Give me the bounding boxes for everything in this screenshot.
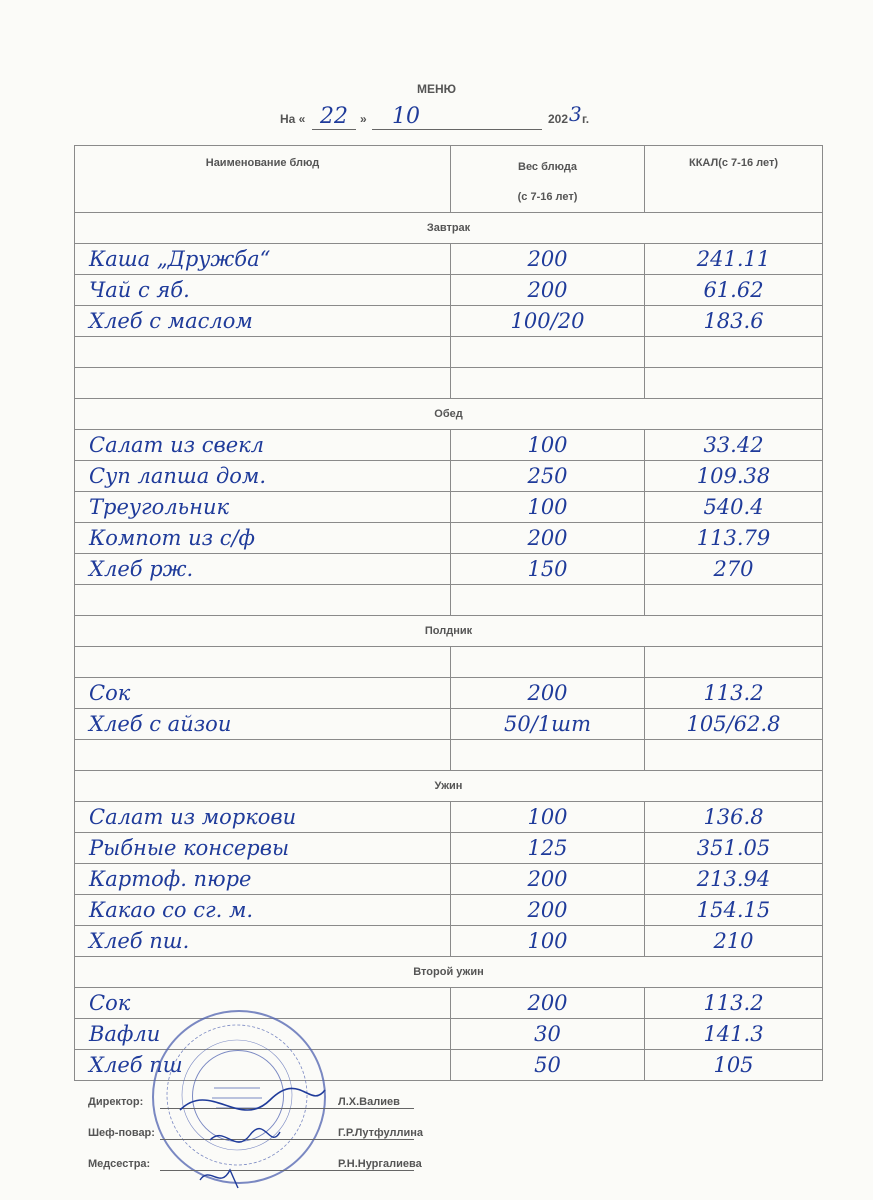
table-row	[75, 647, 823, 678]
dish-name-cell	[75, 740, 451, 771]
dish-weight: 200	[527, 898, 568, 922]
dish-kcal: 113.79	[696, 526, 771, 550]
date-prefix: На «	[280, 112, 306, 126]
section-title: Завтрак	[75, 213, 823, 244]
dish-name: Хлеб пш.	[89, 929, 190, 953]
weight-header-line2: (с 7-16 лет)	[517, 191, 578, 203]
dish-name: Суп лапша дом.	[89, 464, 266, 488]
dish-name: Чай с яб.	[89, 278, 190, 302]
dish-kcal: 105	[713, 1053, 754, 1077]
dish-weight-cell	[451, 461, 645, 492]
column-header-weight	[451, 146, 645, 213]
dish-name: Компот из с/ф	[89, 526, 255, 550]
dish-kcal: 154.15	[696, 898, 771, 922]
dish-name: Сок	[89, 991, 131, 1015]
signature-role: Директор:	[88, 1096, 144, 1108]
section-row	[75, 771, 823, 802]
dish-weight-cell	[451, 740, 645, 771]
dish-kcal-cell	[645, 709, 823, 740]
dish-weight: 100	[527, 495, 568, 519]
dish-kcal-cell	[645, 523, 823, 554]
dish-kcal-cell	[645, 1050, 823, 1081]
dish-name: Треугольник	[89, 495, 230, 519]
dish-weight-cell	[451, 988, 645, 1019]
dish-weight: 100	[527, 929, 568, 953]
dish-weight: 125	[527, 836, 568, 860]
dish-weight: 200	[527, 247, 568, 271]
handwritten-signatures	[150, 1070, 350, 1200]
dish-weight-cell	[451, 709, 645, 740]
section-title: Обед	[75, 399, 823, 430]
dish-weight: 100	[527, 805, 568, 829]
dish-kcal: 351.05	[696, 836, 771, 860]
dish-weight: 50	[534, 1053, 561, 1077]
table-row	[75, 585, 823, 616]
dish-kcal: 33.42	[703, 433, 764, 457]
dish-weight-cell	[451, 244, 645, 275]
dish-name-cell	[75, 895, 451, 926]
table-row	[75, 368, 823, 399]
date-year-digit: 3	[569, 102, 582, 126]
dish-weight-cell	[451, 678, 645, 709]
table-row	[75, 833, 823, 864]
table-row	[75, 864, 823, 895]
dish-weight: 50/1шт	[504, 712, 591, 736]
dish-weight-cell	[451, 647, 645, 678]
table-row	[75, 895, 823, 926]
dish-kcal-cell	[645, 926, 823, 957]
dish-weight-cell	[451, 430, 645, 461]
dish-weight: 200	[527, 681, 568, 705]
section-row	[75, 616, 823, 647]
dish-name: Салат из свекл	[89, 433, 265, 457]
dish-weight-cell	[451, 492, 645, 523]
column-header-kcal: ККАЛ(с 7-16 лет)	[645, 146, 823, 213]
dish-name: Хлеб с маслом	[89, 309, 253, 333]
table-row	[75, 430, 823, 461]
dish-name-cell	[75, 709, 451, 740]
date-close-quote: »	[360, 112, 367, 126]
dish-weight: 250	[527, 464, 568, 488]
dish-name-cell	[75, 678, 451, 709]
dish-name: Какао со сг. м.	[89, 898, 254, 922]
dish-kcal-cell	[645, 678, 823, 709]
dish-name: Салат из моркови	[89, 805, 297, 829]
dish-name-cell	[75, 864, 451, 895]
table-row	[75, 492, 823, 523]
dish-kcal-cell	[645, 647, 823, 678]
dish-kcal-cell	[645, 988, 823, 1019]
dish-name-cell	[75, 337, 451, 368]
dish-kcal-cell	[645, 492, 823, 523]
dish-weight: 150	[527, 557, 568, 581]
dish-name: Хлеб рж.	[89, 557, 194, 581]
section-row	[75, 399, 823, 430]
dish-kcal-cell	[645, 802, 823, 833]
menu-date	[280, 102, 600, 130]
dish-kcal-cell	[645, 368, 823, 399]
dish-name-cell	[75, 833, 451, 864]
dish-kcal-cell	[645, 275, 823, 306]
dish-name: Вафли	[89, 1022, 161, 1046]
weight-header-line1: Вес блюда	[518, 161, 577, 173]
dish-kcal-cell	[645, 430, 823, 461]
date-day: 22	[312, 104, 356, 130]
dish-name-cell	[75, 244, 451, 275]
signature-name: Л.Х.Валиев	[338, 1096, 400, 1108]
dish-name-cell	[75, 430, 451, 461]
dish-kcal-cell	[645, 864, 823, 895]
dish-name: Картоф. пюре	[89, 867, 252, 891]
table-row	[75, 275, 823, 306]
menu-table	[74, 145, 823, 1081]
dish-kcal-cell	[645, 833, 823, 864]
dish-name-cell	[75, 523, 451, 554]
dish-weight-cell	[451, 368, 645, 399]
table-row	[75, 306, 823, 337]
table-row	[75, 709, 823, 740]
table-header-row	[75, 146, 823, 213]
dish-kcal: 113.2	[703, 991, 764, 1015]
dish-weight-cell	[451, 337, 645, 368]
dish-kcal-cell	[645, 740, 823, 771]
signature-name: Г.Р.Лутфуллина	[338, 1127, 423, 1139]
dish-kcal: 540.4	[703, 495, 764, 519]
section-row	[75, 957, 823, 988]
table-row	[75, 523, 823, 554]
table-row	[75, 554, 823, 585]
column-header-name: Наименование блюд	[75, 146, 451, 213]
dish-kcal: 241.11	[696, 247, 771, 271]
dish-name: Сок	[89, 681, 131, 705]
dish-kcal: 183.6	[703, 309, 764, 333]
dish-name-cell	[75, 554, 451, 585]
dish-weight-cell	[451, 802, 645, 833]
dish-name-cell	[75, 368, 451, 399]
dish-weight: 200	[527, 526, 568, 550]
table-row	[75, 926, 823, 957]
dish-kcal-cell	[645, 585, 823, 616]
dish-kcal-cell	[645, 895, 823, 926]
signature-role: Шеф-повар:	[88, 1127, 155, 1139]
dish-weight: 200	[527, 278, 568, 302]
dish-weight-cell	[451, 895, 645, 926]
page-title: МЕНЮ	[416, 82, 457, 96]
menu-body	[75, 213, 823, 1081]
dish-kcal-cell	[645, 306, 823, 337]
dish-weight-cell	[451, 926, 645, 957]
signature-name: Р.Н.Нургалиева	[338, 1158, 422, 1170]
dish-name: Каша „Дружба“	[89, 247, 271, 271]
dish-weight: 100/20	[510, 309, 585, 333]
section-title: Ужин	[75, 771, 823, 802]
dish-weight: 30	[534, 1022, 561, 1046]
dish-weight-cell	[451, 864, 645, 895]
signature-role: Медсестра:	[88, 1158, 151, 1170]
dish-name-cell	[75, 647, 451, 678]
dish-weight-cell	[451, 306, 645, 337]
dish-weight-cell	[451, 554, 645, 585]
dish-name-cell	[75, 461, 451, 492]
section-title: Полдник	[75, 616, 823, 647]
dish-weight: 200	[527, 867, 568, 891]
dish-name-cell	[75, 926, 451, 957]
dish-kcal: 270	[713, 557, 754, 581]
dish-weight-cell	[451, 833, 645, 864]
dish-kcal-cell	[645, 337, 823, 368]
section-title: Второй ужин	[75, 957, 823, 988]
dish-weight: 200	[527, 991, 568, 1015]
dish-kcal: 113.2	[703, 681, 764, 705]
table-row	[75, 461, 823, 492]
dish-name: Хлеб пш	[89, 1053, 183, 1077]
dish-kcal: 213.94	[696, 867, 771, 891]
dish-name-cell	[75, 585, 451, 616]
section-row	[75, 213, 823, 244]
dish-kcal-cell	[645, 554, 823, 585]
dish-kcal-cell	[645, 461, 823, 492]
dish-name: Хлеб с айзои	[89, 712, 232, 736]
date-month: 10	[372, 104, 542, 130]
dish-kcal: 210	[713, 929, 754, 953]
dish-name-cell	[75, 275, 451, 306]
dish-kcal: 105/62.8	[686, 712, 781, 736]
dish-kcal: 61.62	[703, 278, 764, 302]
table-row	[75, 740, 823, 771]
dish-weight-cell	[451, 585, 645, 616]
dish-weight-cell	[451, 523, 645, 554]
dish-weight-cell	[451, 1019, 645, 1050]
dish-weight: 100	[527, 433, 568, 457]
date-year-prefix: 202	[548, 112, 569, 126]
date-year-suffix: г.	[582, 112, 590, 126]
dish-kcal: 141.3	[703, 1022, 764, 1046]
table-row	[75, 244, 823, 275]
dish-kcal-cell	[645, 1019, 823, 1050]
table-row	[75, 678, 823, 709]
dish-name-cell	[75, 492, 451, 523]
dish-weight-cell	[451, 275, 645, 306]
dish-kcal-cell	[645, 244, 823, 275]
dish-name-cell	[75, 802, 451, 833]
table-row	[75, 337, 823, 368]
table-row	[75, 802, 823, 833]
dish-weight-cell	[451, 1050, 645, 1081]
dish-kcal: 136.8	[703, 805, 764, 829]
dish-kcal: 109.38	[696, 464, 771, 488]
dish-name: Рыбные консервы	[89, 836, 290, 860]
dish-name-cell	[75, 306, 451, 337]
